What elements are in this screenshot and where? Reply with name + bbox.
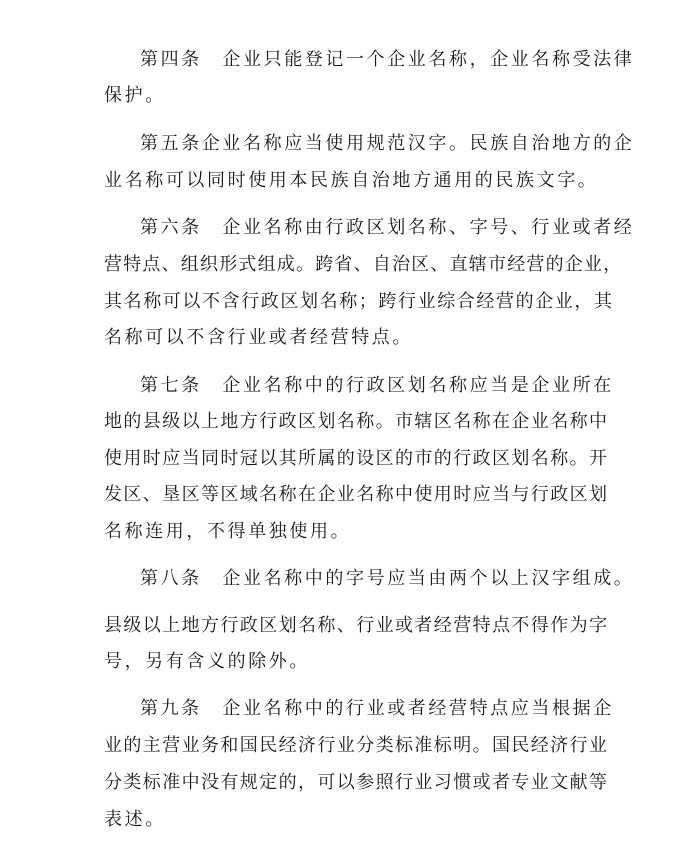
article-8-line-1: 第八条 企业名称中的字号应当由两个以上汉字组成。 xyxy=(140,568,635,589)
article-9-line-2: 业的主营业务和国民经济行业分类标准标明。国民经济行业 xyxy=(104,735,609,756)
article-5-line-1: 第五条企业名称应当使用规范汉字。民族自治地方的企 xyxy=(140,133,635,154)
article-6-line-2: 营特点、组织形式组成。跨省、自治区、直辖市经营的企业， xyxy=(104,254,623,275)
article-6-line-3: 其名称可以不含行政区划名称；跨行业综合经营的企业，其 xyxy=(104,291,614,312)
article-8-line-3: 号，另有含义的除外。 xyxy=(104,651,310,672)
article-9-line-3: 分类标准中没有规定的，可以参照行业习惯或者专业文献等 xyxy=(104,772,609,793)
article-4-line-1: 第四条 企业只能登记一个企业名称，企业名称受法律 xyxy=(140,49,635,70)
article-9-line-4: 表述。 xyxy=(104,809,166,830)
article-7-line-2: 地的县级以上地方行政区划名称。市辖区名称在企业名称中 xyxy=(104,411,609,432)
article-7-line-1: 第七条 企业名称中的行政区划名称应当是企业所在 xyxy=(140,375,614,396)
article-4-line-2: 保护。 xyxy=(104,85,166,106)
article-6-line-4: 名称可以不含行业或者经营特点。 xyxy=(104,327,413,348)
article-5-line-2: 业名称可以同时使用本民族自治地方通用的民族文字。 xyxy=(104,170,599,191)
article-7-line-4: 发区、垦区等区域名称在企业名称中使用时应当与行政区划 xyxy=(104,484,609,505)
article-8-line-2: 县级以上地方行政区划名称、行业或者经营特点不得作为字 xyxy=(104,615,609,636)
article-7-line-3: 使用时应当同时冠以其所属的设区的市的行政区划名称。开 xyxy=(104,448,609,469)
article-9-line-1: 第九条 企业名称中的行业或者经营特点应当根据企 xyxy=(140,698,614,719)
article-7-line-5: 名称连用，不得单独使用。 xyxy=(104,521,352,542)
article-6-line-1: 第六条 企业名称由行政区划名称、字号、行业或者经 xyxy=(140,217,635,238)
